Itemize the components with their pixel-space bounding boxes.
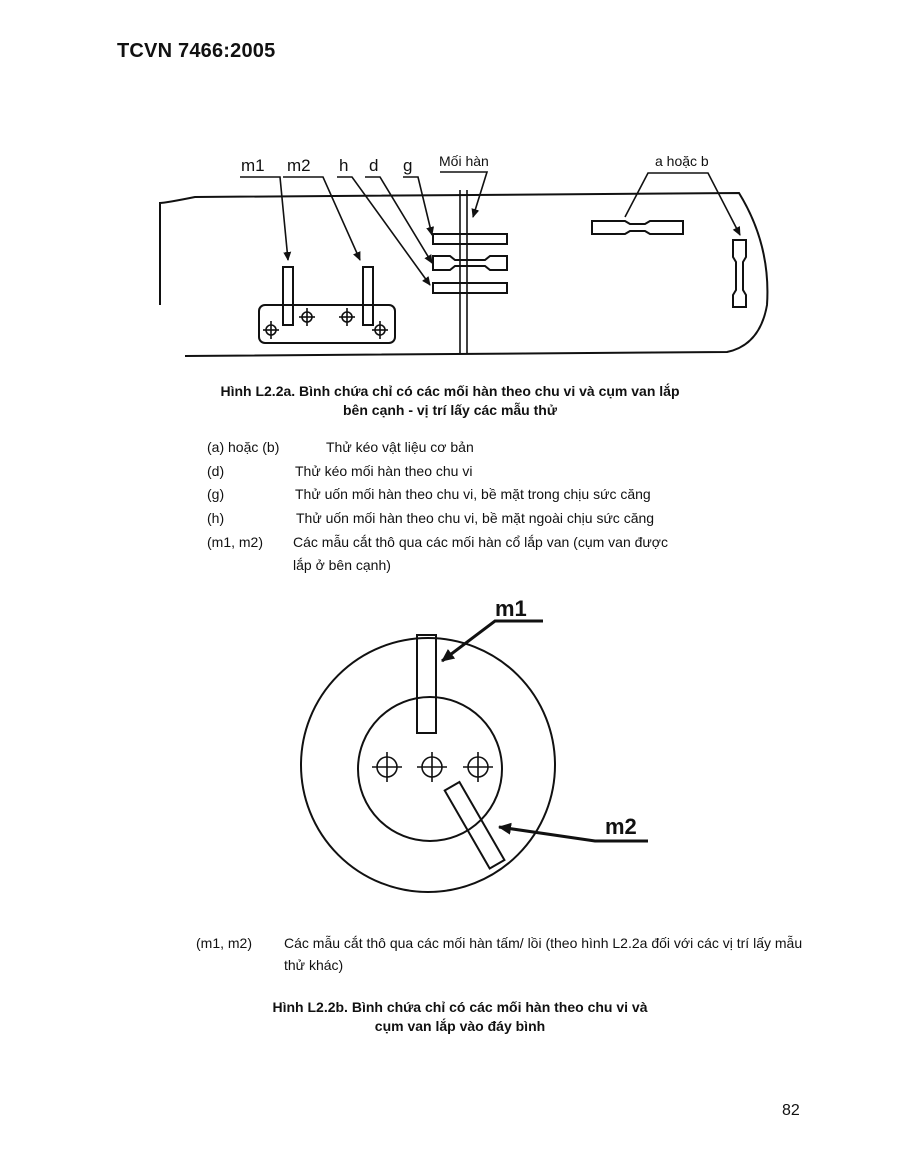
figure-a-caption-line1: Hình L2.2a. Bình chứa chỉ có các mối hàn theo chu vi và cụm van lắp [220, 383, 680, 399]
legend-key: (a) hoặc (b) [207, 439, 280, 455]
specimen-a [592, 221, 683, 234]
figure-l2-2a-cylinder-diagram [155, 145, 785, 370]
legend-text: Thử uốn mối hàn theo chu vi, bề mặt trong chịu sức căng [295, 486, 651, 503]
specimen-d [433, 256, 507, 270]
legend-key: (d) [207, 462, 225, 479]
label-h: h [339, 156, 349, 175]
figure-a-caption-line2: bên cạnh - vị trí lấy các mẫu thử [343, 402, 557, 418]
legend-text: Thử kéo mối hàn theo chu vi [295, 462, 473, 479]
cylinder-outline [160, 193, 767, 356]
label-d: d [369, 156, 379, 175]
legend-key: (g) [207, 486, 225, 503]
label-m1: m1 [241, 156, 265, 175]
specimen-b [733, 240, 746, 307]
specimen-m1 [283, 267, 293, 325]
figure-b-caption [160, 998, 760, 1036]
legend-text: Thử kéo vật liệu cơ bản [326, 439, 474, 455]
label-m2-end: m2 [605, 814, 637, 839]
note-text: Các mẫu cắt thô qua các mối hàn tấm/ lồi (theo hình L2.2a đối với các vị trí lấy mẫu thử khác) [284, 935, 803, 973]
legend-text: Các mẫu cắt thô qua các mối hàn cổ lắp van (cụm van được [293, 533, 668, 550]
legend-text: Thử uốn mối hàn theo chu vi, bề mặt ngoài chịu sức căng [296, 510, 655, 527]
figure-l2-2b-end-view-diagram [290, 595, 660, 915]
label-a-or-b: a hoặc b [655, 153, 709, 169]
end-valve-ports [372, 752, 493, 782]
legend-key: (m1, m2) [207, 533, 263, 550]
label-g: g [403, 156, 413, 175]
figure-a-caption [160, 382, 740, 420]
document-code-header: TCVN 7466:2005 [117, 40, 276, 62]
valve-assembly-plate [259, 305, 395, 343]
specimen-g [433, 234, 507, 244]
figure-b-caption-line1: Hình L2.2b. Bình chứa chỉ có các mối hàn theo chu vi và [272, 999, 648, 1015]
page-number: 82 [782, 1102, 800, 1119]
legend-key: (h) [207, 510, 225, 527]
specimen-m2 [363, 267, 373, 325]
note-key: (m1, m2) [196, 935, 252, 951]
specimen-m1-end [417, 635, 436, 733]
valve-ports [263, 308, 388, 339]
label-m1-end: m1 [495, 596, 527, 621]
specimen-h [433, 283, 507, 293]
legend-text: lắp ở bên cạnh) [293, 557, 391, 574]
vessel-outer-circle [301, 638, 555, 892]
label-m2: m2 [287, 156, 311, 175]
label-weld: Mối hàn [439, 153, 489, 169]
figure-b-caption-line2: cụm van lắp vào đáy bình [374, 1018, 546, 1034]
